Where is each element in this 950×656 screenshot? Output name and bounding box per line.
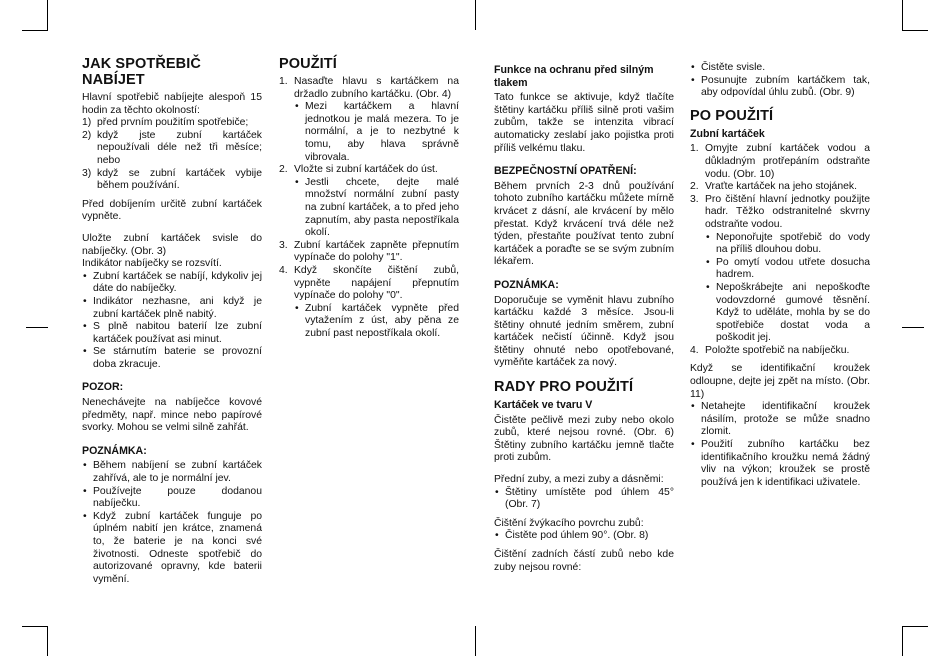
charging-before-use: Před dobíjením určitě zubní kartáček vypněte. [82,198,262,223]
safety-text: Během prvních 2-3 dnů používání tohoto zubního kartáčku můžete mírně krvácet z dásní, ale krvácení by mělo přestat. Když krvácení trvá déle než týden, přestaňte používat tento zubní kartáček a poraďte se se svým zubním lékařem. [494,180,674,268]
warning-text: Nenechávejte na nabíječce kovové předměty, např. mince nebo papírové svorky. Mohou se velmi silně zahřát. [82,397,262,434]
step-text: Zubní kartáček zapněte přepnutím vypínače do polohy "1". [294,239,459,264]
safety-heading: BEZPEČNOSTNÍ OPATŘENÍ: [494,165,637,178]
step-text: před prvním použitím spotřebiče; [97,117,249,129]
id-ring-text: Když se identifikační kroužek odloupne, dejte jej zpět na místo. (Obr. 11) [690,363,870,400]
column-usage [279,56,459,346]
usage-step [279,164,459,177]
step-number: 4. [279,264,288,276]
back-teeth-bullets-list [690,62,870,100]
crop-mark [902,0,903,30]
column-tips [494,62,674,583]
replacement-note-text: Doporučuje se vyměnit hlavu zubního kartáčku každé 3 měsíce. Jsou-li štětiny ohnuté jedním směrem, zubní kartáček nečistí účinně. Když jsou štětiny ohnuté nebo opotřebované, vyměňte kartáček za nový. [494,294,674,369]
back-teeth-bullet: • Posunujte zubním kartáčkem tak, aby odpovídal úhlu zubů. (Obr. 9) [690,75,870,100]
crop-mark [47,626,48,656]
note-heading: POZNÁMKA: [82,444,147,457]
step-sub-bullet: • Nepoškrábejte ani nepoškoďte vodovzdorné gumové těsnění. Když to uděláte, mohla by se do spotřebiče dostat voda a poškodit jej. [690,282,870,345]
crop-mark [902,626,903,656]
usage-step [279,240,459,265]
id-ring-bullet: • Netahejte identifikační kroužek násilím, protože se může snadno zlomit. [690,401,870,439]
v-shape-text: Čistěte pečlivě mezi zuby nebo okolo zubů, které nejsou rovné. (Obr. 6) Štětiny zubního kartáčku jemně tlačte proti zubům. [494,414,674,464]
step-number: 2. [279,164,288,176]
usage-step [279,265,459,303]
step-number: 3. [279,239,288,251]
front-teeth-text: Přední zuby, a mezi zuby a dásněmi: [494,474,664,486]
front-teeth-bullet: • Štětiny umístěte pod úhlem 45° (Obr. 7) [494,487,674,512]
note-bullet: • Používejte pouze dodanou nabíječku. [82,486,262,511]
charging-bullets-list [82,271,262,372]
crop-mark [902,30,928,31]
charging-bullet: • Se stárnutím baterie se provozní doba zkracuje. [82,346,262,371]
section-title-usage: POUŽITÍ [279,56,337,72]
step-number: 1) [82,117,92,129]
section-title-charging: JAK SPOTŘEBIČ NABÍJET [82,56,201,88]
step-text: Položte spotřebič na nabíječku. [705,344,850,356]
step-sub-bullet: • Jestli chcete, dejte malé množství normální zubní pasty na zubní kartáček, a to před jeho zapnutím, aby pasta nepostříkala okolí. [279,177,459,240]
step-text: Nasaďte hlavu s kartáčkem na držadlo zubního kartáčku. (Obr. 4) [294,76,459,100]
chewing-surface-bullet: • Čistěte pod úhlem 90°. (Obr. 8) [494,530,674,543]
note-bullet: • Během nabíjení se zubní kartáček zahřívá, ale to je normální jev. [82,460,262,485]
chewing-surface-text: Čištění žvýkacího povrchu zubů: [494,517,644,529]
step-text: Vložte si zubní kartáček do úst. [294,164,438,176]
step-text: Vraťte kartáček na jeho stojánek. [705,181,857,193]
after-use-step [690,181,870,194]
crop-mark [47,0,48,30]
crop-mark [902,626,928,627]
after-use-step [690,345,870,358]
warning-heading: POZOR: [82,381,124,394]
step-text: když se zubní kartáček vybije během používání. [97,167,262,192]
step-number: 2. [690,181,699,193]
after-use-steps-list [690,143,870,357]
step-number: 1. [690,143,699,155]
step-number: 1. [279,76,288,87]
crop-mark [902,327,924,328]
charging-condition [82,117,262,130]
note-heading-replacement: POZNÁMKA: [494,278,559,291]
step-sub-bullet: • Neponořujte spotřebič do vody na příliš dlouhou dobu. [690,232,870,257]
step-sub-bullet: • Po omytí vodou utřete dosucha hadrem. [690,257,870,282]
step-number: 2) [82,129,92,141]
back-teeth-bullet: • Čistěte svisle. [690,62,870,75]
after-use-step [690,143,870,181]
step-number: 4. [690,344,699,356]
charging-bullet: • S plně nabitou baterií lze zubní kartáček používat asi minut. [82,321,262,346]
charging-bullet: • Zubní kartáček se nabíjí, kdykoliv jej dáte do nabíječky. [82,271,262,296]
pressure-function-heading: Funkce na ochranu před silným tlakem [494,64,654,89]
charging-intro: Hlavní spotřebič nabíjejte alespoň 15 hodin za těchto okolností: [82,92,262,116]
step-text: Když skončíte čištění zubů, vypněte napájení přepnutím vypínače do polohy "0". [294,264,459,302]
charging-condition [82,168,262,193]
v-shape-heading: Kartáček ve tvaru V [494,399,593,412]
column-charging [82,56,262,592]
step-number: 3) [82,167,92,179]
usage-step [279,76,459,101]
step-text: Omyjte zubní kartáček vodou a důkladným protřepáním odstraňte vodu. (Obr. 10) [705,143,870,180]
section-title-after-use: PO POUŽITÍ [690,107,774,124]
crop-mark [22,626,48,627]
charging-indicator-text: Indikátor nabíječky se rozsvítí. [82,258,222,270]
usage-steps-list [279,76,459,340]
crop-mark [475,0,476,30]
charging-condition [82,130,262,168]
id-ring-bullet: • Použití zubního kartáčku bez identifikačního kroužku nemá žádný vliv na výkon; kroužek se prostě používá jen k identifikaci uživatele. [690,439,870,489]
column-after-use [690,62,870,495]
brush-cleaning-heading: Zubní kartáček [690,127,765,140]
back-teeth-text: Čištění zadních částí zubů nebo kde zuby nejsou rovné: [494,549,674,573]
note-bullets-list [82,460,262,586]
id-ring-bullets-list [690,401,870,489]
step-text: Pro čištění hlavní jednotky použijte hadr. Těžko odstranitelné skvrny odstraňte vodou. [705,193,870,230]
step-text: když jste zubní kartáček nepoužívali déle než tři měsíce; nebo [97,129,262,166]
crop-mark [26,327,48,328]
crop-mark [475,626,476,656]
step-sub-bullet: • Zubní kartáček vypněte před vytažením z úst, aby pěna ze zubní past nepostříkala okolí. [279,303,459,341]
section-title-tips: RADY PRO POUŽITÍ [494,379,634,396]
charging-store-text: Uložte zubní kartáček svisle do nabíječky. (Obr. 3) [82,232,262,257]
after-use-step [690,194,870,232]
step-number: 3. [690,193,699,205]
charging-bullet: • Indikátor nezhasne, ani když je zubní kartáček plně nabitý. [82,296,262,321]
crop-mark [22,30,48,31]
note-bullet: • Když zubní kartáček funguje po úplném nabití jen krátce, znamená to, že baterie je na konci své životnosti. Odneste spotřebič do autorizované opravny, kde baterii vymění. [82,511,262,587]
charging-conditions-list [82,117,262,193]
pressure-function-text: Tato funkce se aktivuje, když tlačíte štětiny kartáčku příliš silně proti vašim zubům, takže se intenzita vibrací automaticky zeslabí jako pojistka proti příliš velkému tlaku. [494,92,674,154]
step-sub-bullet: • Mezi kartáčkem a hlavní jednotkou je malá mezera. To je normální, a je to nezbytné k tomu, aby hlava správně vibrovala. [279,101,459,164]
